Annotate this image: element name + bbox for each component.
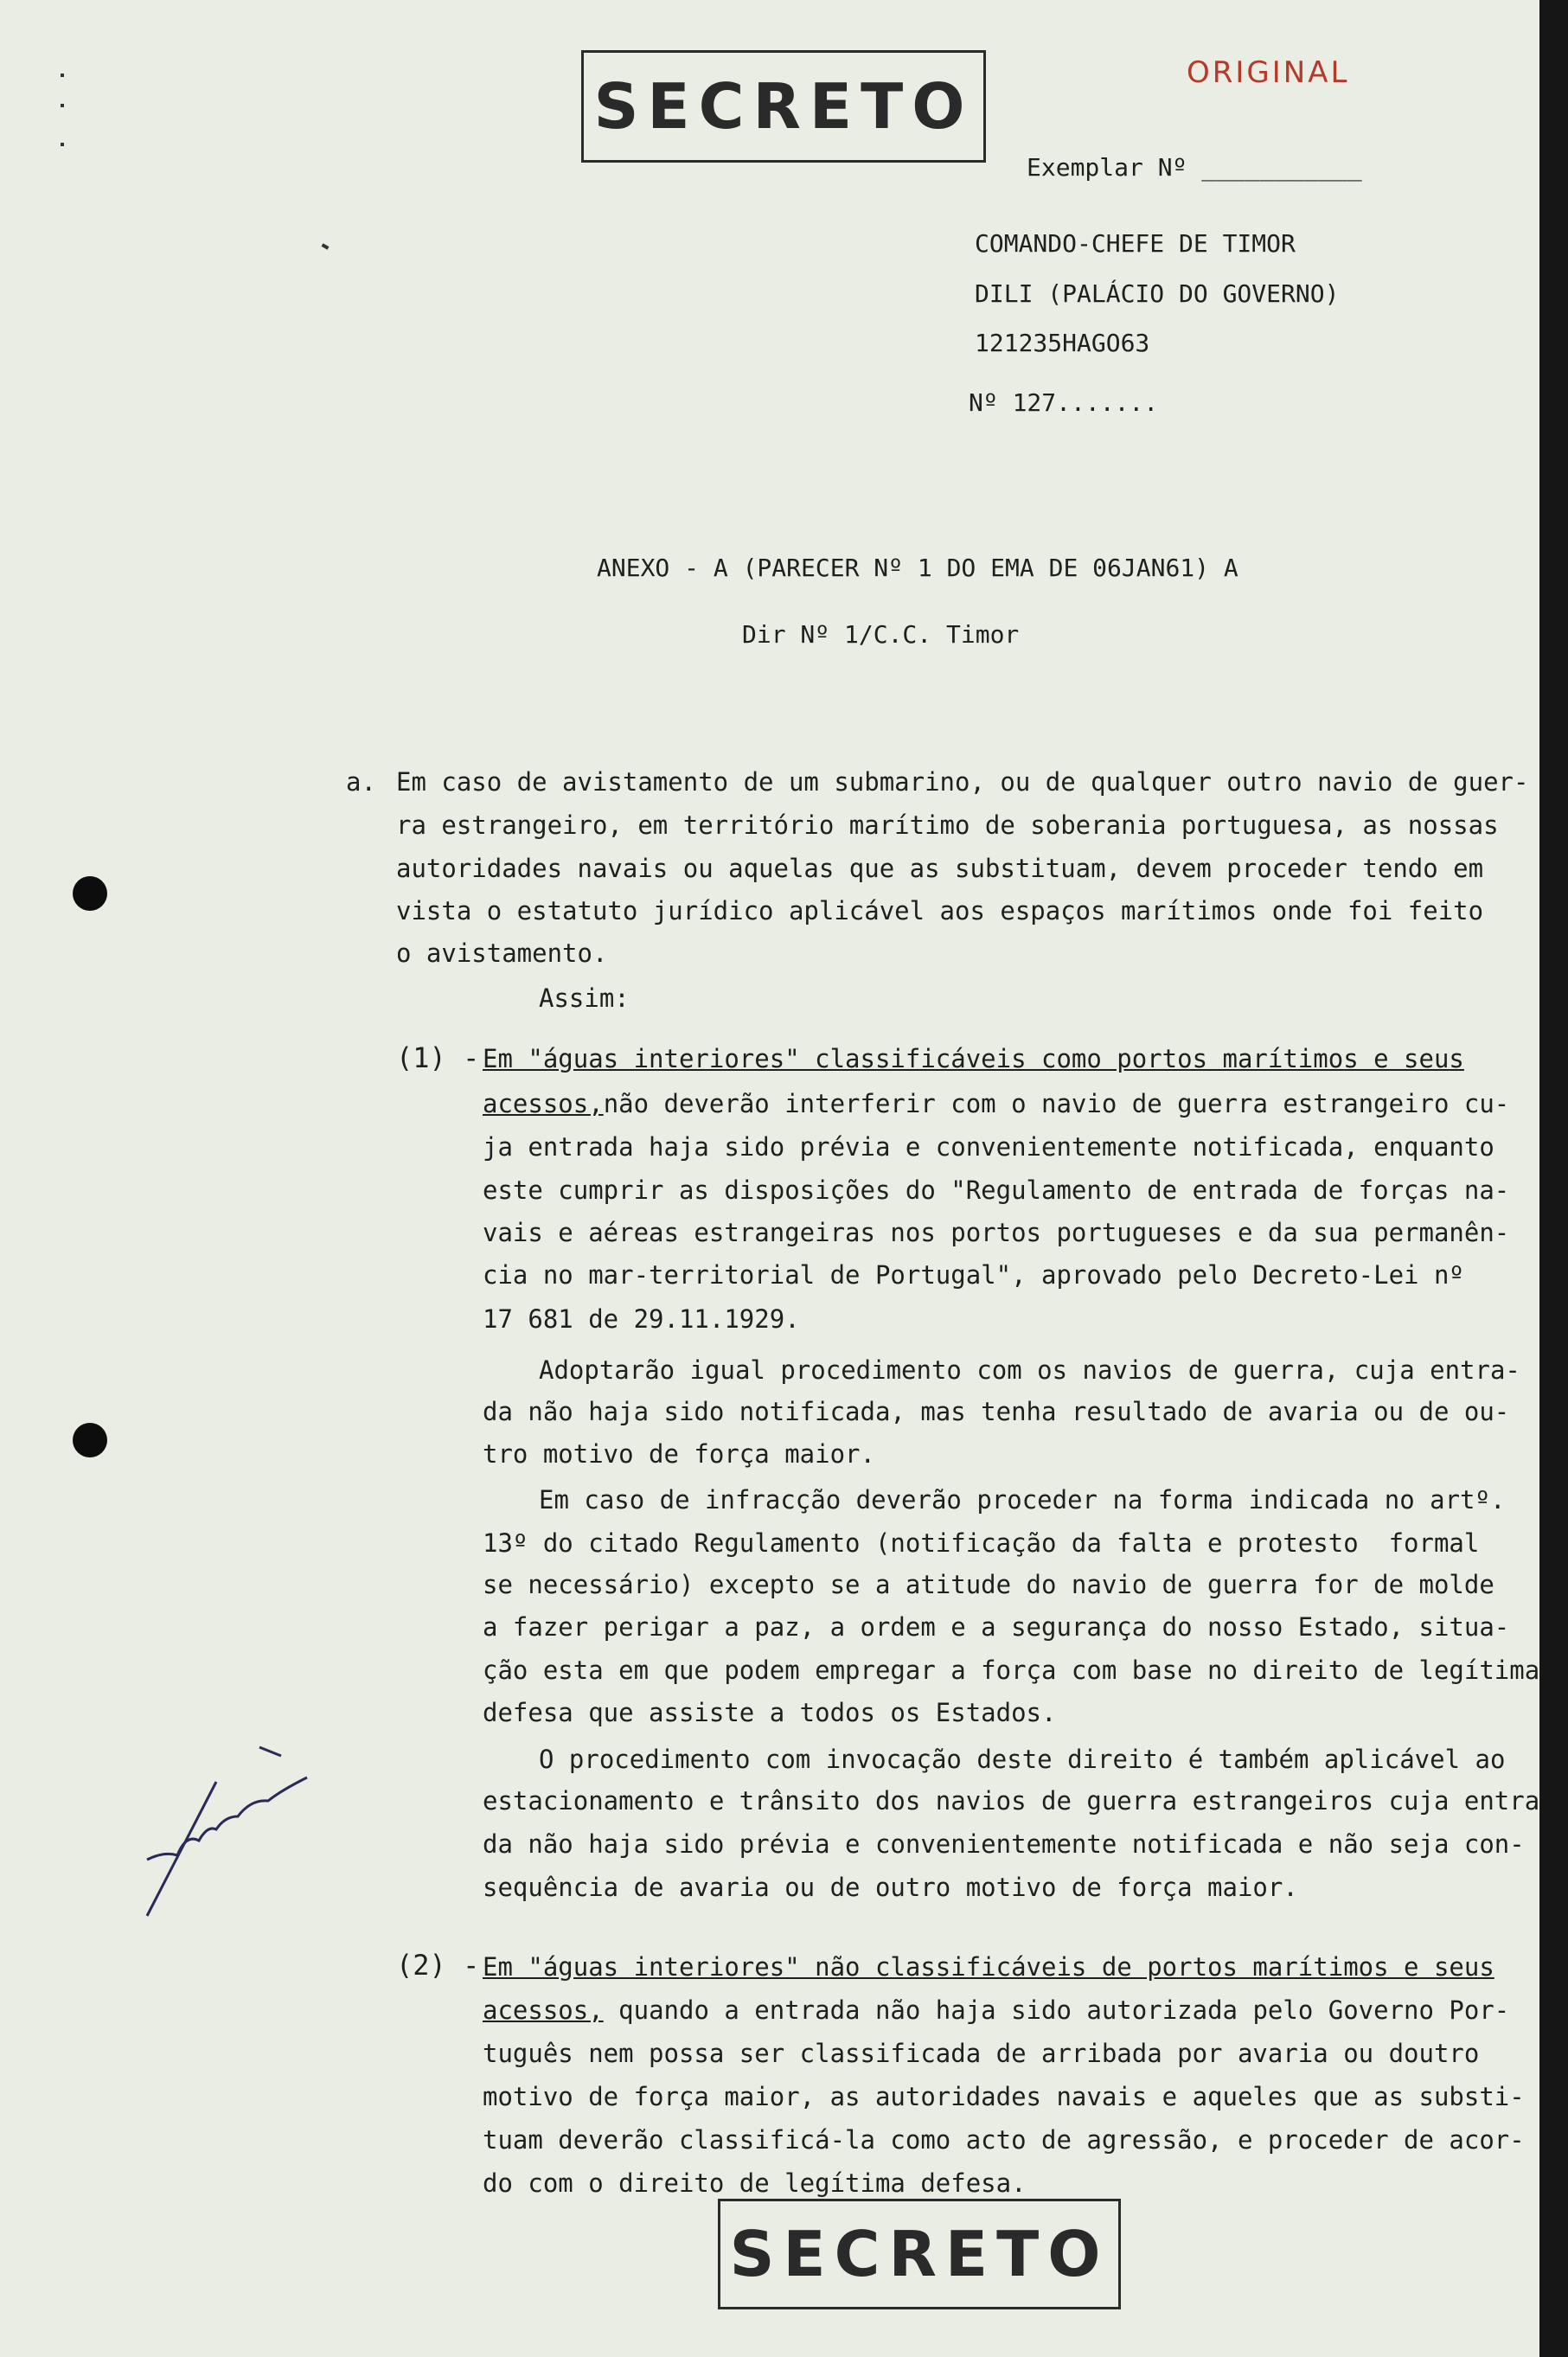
- item-1-para3-line: ção esta em que podem empregar a força com base no direito de legítima: [483, 1656, 1539, 1685]
- item-1-para3-line: se necessário) excepto se a atitude do navio de guerra for de molde: [483, 1570, 1494, 1599]
- exemplar-number: Exemplar Nº ___________: [1027, 153, 1362, 182]
- margin-mark: [322, 243, 330, 249]
- item-1-para4-line: estacionamento e trânsito dos navios de guerra estrangeiros cuja entra: [483, 1786, 1539, 1816]
- item-1-para3-line: Em caso de infracção deverão proceder na forma indicada no artº.: [539, 1485, 1506, 1515]
- header-dtg: 121235HAGO63: [975, 329, 1150, 357]
- scan-edge: [1539, 0, 1568, 2357]
- item-2-line-rest: quando a entrada não haja sido autorizada pelo Governo Por-: [603, 1995, 1510, 2025]
- item-1-para3-line: a fazer perigar a paz, a ordem e a segurança do nosso Estado, situa-: [483, 1612, 1510, 1642]
- header-number: Nº 127.......: [969, 388, 1159, 417]
- paragraph-a-line: autoridades navais ou aquelas que as substituam, devem proceder tendo em: [396, 854, 1484, 883]
- assim-label: Assim:: [539, 983, 630, 1013]
- item-1-label: (1) -: [396, 1041, 480, 1074]
- paragraph-a-line: o avistamento.: [396, 938, 608, 968]
- secreto-stamp-top: SECRETO: [581, 50, 986, 163]
- item-2-heading-end: acessos,: [483, 1995, 604, 2025]
- item-1-para4-line: O procedimento com invocação deste direito é também aplicável ao: [539, 1745, 1506, 1774]
- item-1-heading: Em "águas interiores" classificáveis como portos marítimos e seus: [483, 1044, 1464, 1073]
- item-1-line: [483, 1089, 1510, 1118]
- margin-mark: [61, 74, 64, 77]
- punch-hole-top: [73, 876, 107, 911]
- item-1-line-rest: não deverão interferir com o navio de guerra estrangeiro cu-: [603, 1089, 1510, 1118]
- margin-mark: [61, 143, 64, 146]
- annex-subtitle: Dir Nº 1/C.C. Timor: [742, 620, 1020, 649]
- item-2-heading: Em "águas interiores" não classificáveis de portos marítimos e seus: [483, 1952, 1494, 1982]
- item-1-para3-line: defesa que assiste a todos os Estados.: [483, 1698, 1057, 1727]
- item-2-label: (2) -: [396, 1949, 480, 1982]
- item-2-line: motivo de força maior, as autoridades navais e aqueles que as substi-: [483, 2082, 1525, 2111]
- item-1-para3-line: 13º do citado Regulamento (notificação da falta e protesto formal: [483, 1528, 1480, 1558]
- item-1-heading-end: acessos,: [483, 1089, 604, 1118]
- item-2-line: tuguês nem possa ser classificada de arribada por avaria ou doutro: [483, 2039, 1480, 2068]
- item-2-line: [483, 1995, 1510, 2025]
- paragraph-a-label: a.: [346, 767, 376, 797]
- handwritten-signature: [130, 1730, 337, 1929]
- item-1-line: cia no mar-territorial de Portugal", aprovado pelo Decreto-Lei nº: [483, 1260, 1464, 1290]
- paragraph-a-line: ra estrangeiro, em território marítimo de soberania portuguesa, as nossas: [396, 810, 1499, 840]
- item-2-line: tuam deverão classificá-la como acto de agressão, e proceder de acor-: [483, 2125, 1525, 2155]
- header-command: COMANDO-CHEFE DE TIMOR: [975, 229, 1296, 258]
- item-1-line: ja entrada haja sido prévia e convenientemente notificada, enquanto: [483, 1132, 1494, 1162]
- annex-title: ANEXO - A (PARECER Nº 1 DO EMA DE 06JAN61) A: [597, 554, 1238, 582]
- punch-hole-bottom: [73, 1423, 107, 1457]
- original-mark: ORIGINAL: [1187, 55, 1350, 90]
- margin-mark: [61, 104, 64, 107]
- item-1-line: 17 681 de 29.11.1929.: [483, 1304, 800, 1334]
- item-1-line: este cumprir as disposições do "Regulamento de entrada de forças na-: [483, 1175, 1510, 1205]
- secreto-stamp-bottom: SECRETO: [718, 2199, 1121, 2309]
- item-1-para2-line: tro motivo de força maior.: [483, 1439, 875, 1469]
- item-1-line: vais e aéreas estrangeiras nos portos portugueses e da sua permanên-: [483, 1218, 1510, 1247]
- header-location: DILI (PALÁCIO DO GOVERNO): [975, 279, 1340, 308]
- item-2-line: do com o direito de legítima defesa.: [483, 2168, 1027, 2198]
- item-1-para2-line: Adoptarão igual procedimento com os navios de guerra, cuja entra-: [539, 1355, 1520, 1385]
- item-1-para2-line: da não haja sido notificada, mas tenha resultado de avaria ou de ou-: [483, 1397, 1510, 1426]
- paragraph-a-line: vista o estatuto jurídico aplicável aos espaços marítimos onde foi feito: [396, 896, 1484, 926]
- item-1-para4-line: sequência de avaria ou de outro motivo de força maior.: [483, 1873, 1298, 1902]
- paragraph-a-line: Em caso de avistamento de um submarino, ou de qualquer outro navio de guer-: [396, 767, 1529, 797]
- item-1-para4-line: da não haja sido prévia e convenientemente notificada e não seja con-: [483, 1829, 1525, 1859]
